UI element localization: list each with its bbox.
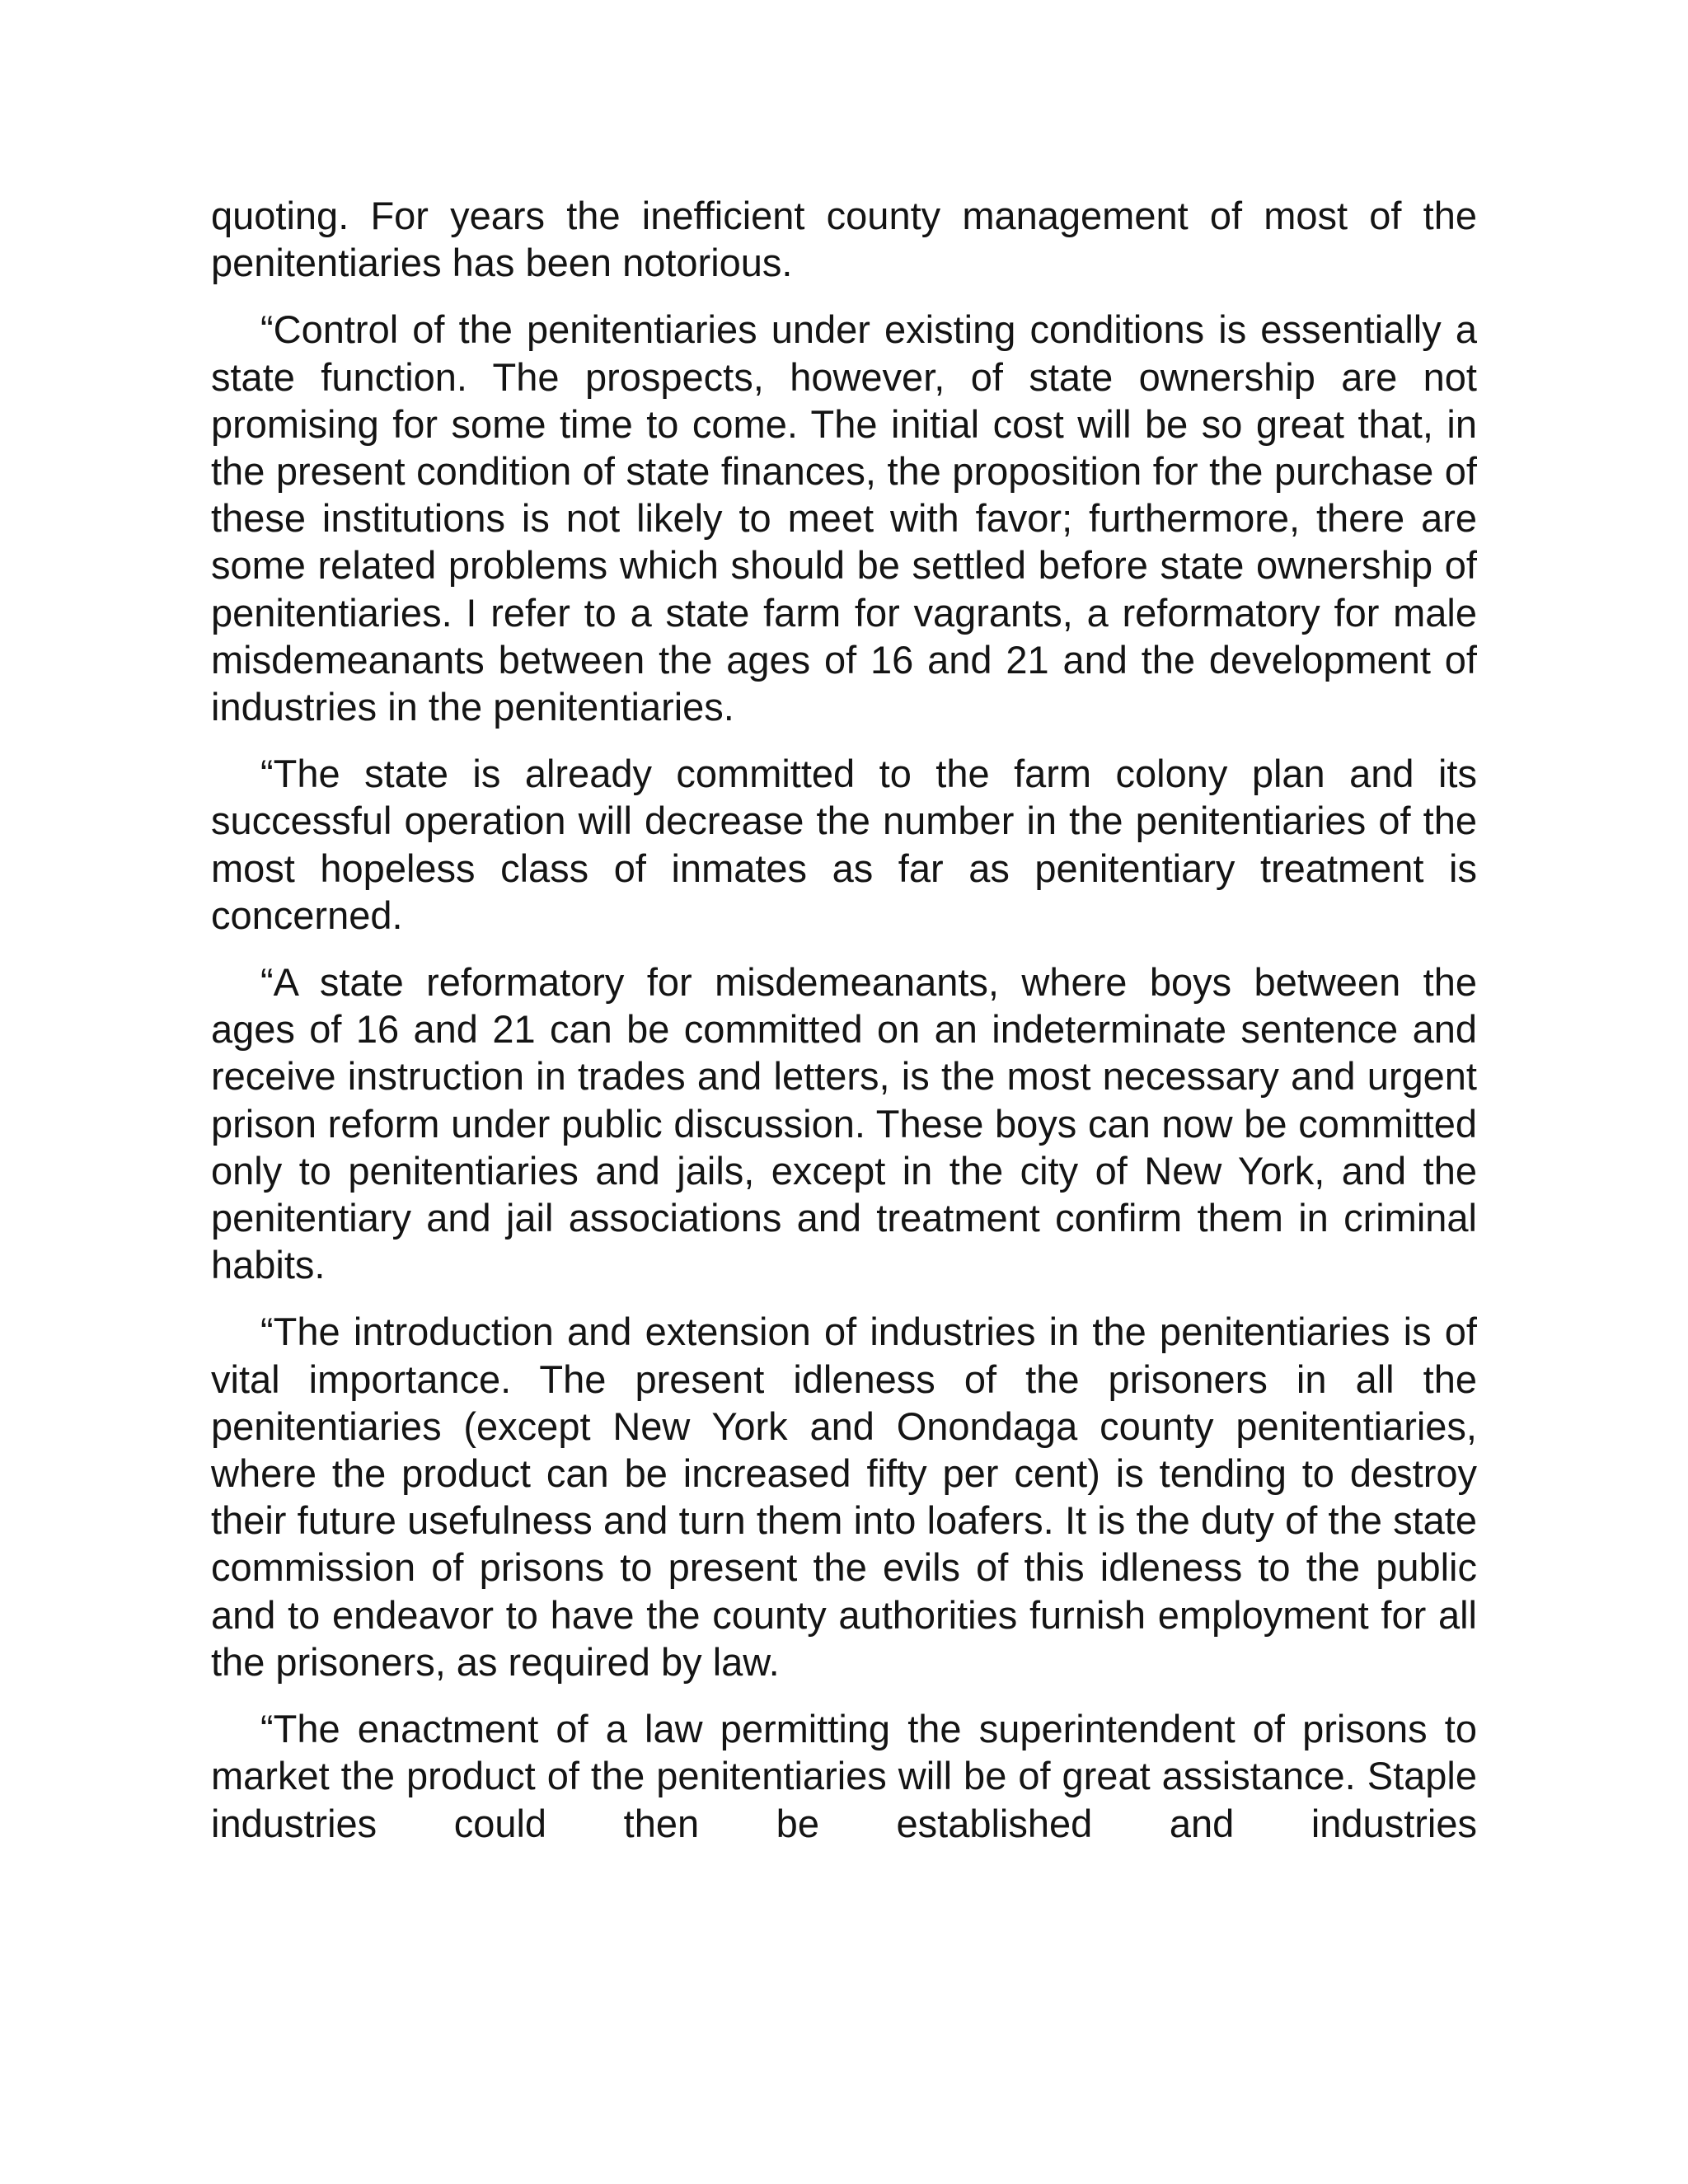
document-page [211, 192, 1477, 1847]
paragraph-6: “The enactment of a law permitting the superintendent of prisons to market the product of the penitentiaries will be of great assistance. Staple industries could then be established and industries [211, 1707, 1477, 1845]
paragraph-1: quoting. For years the inefficient county management of most of the penitentiaries has been notorious. [211, 194, 1477, 285]
paragraph-2: “Control of the penitentiaries under existing conditions is essentially a state function. The prospects, however, of state ownership are not promising for some time to come. The initial cost will be so great that, in the present condition of state finances, the proposition for the purchase of these institutions is not likely to meet with favor; furthermore, there are some related problems which should be settled before state ownership of penitentiaries. I refer to a state farm for vagrants, a reformatory for male misdemeanants between the ages of 16 and 21 and the development of industries in the penitentiaries. [211, 307, 1477, 729]
paragraph-5: “The introduction and extension of industries in the penitentiaries is of vital importance. The present idleness of the prisoners in all the penitentiaries (except New York and Onondaga county penitentiaries, where the product can be increased fifty per cent) is tending to destroy their future usefulness and turn them into loafers. It is the duty of the state commission of prisons to present the evils of this idleness to the public and to endeavor to have the county authorities furnish employment for all the prisoners, as required by law. [211, 1310, 1477, 1684]
paragraph-3: “The state is already committed to the farm colony plan and its successful operation will decrease the number in the penitentiaries of the most hopeless class of inmates as far as penitentiary treatment is concerned. [211, 752, 1477, 937]
paragraph-4: “A state reformatory for misdemeanants, where boys between the ages of 16 and 21 can be committed on an indeterminate sentence and receive instruction in trades and letters, is the most necessary and urgent prison reform under public discussion. These boys can now be committed only to penitentiaries and jails, except in the city of New York, and the penitentiary and jail associations and treatment confirm them in criminal habits. [211, 960, 1477, 1287]
